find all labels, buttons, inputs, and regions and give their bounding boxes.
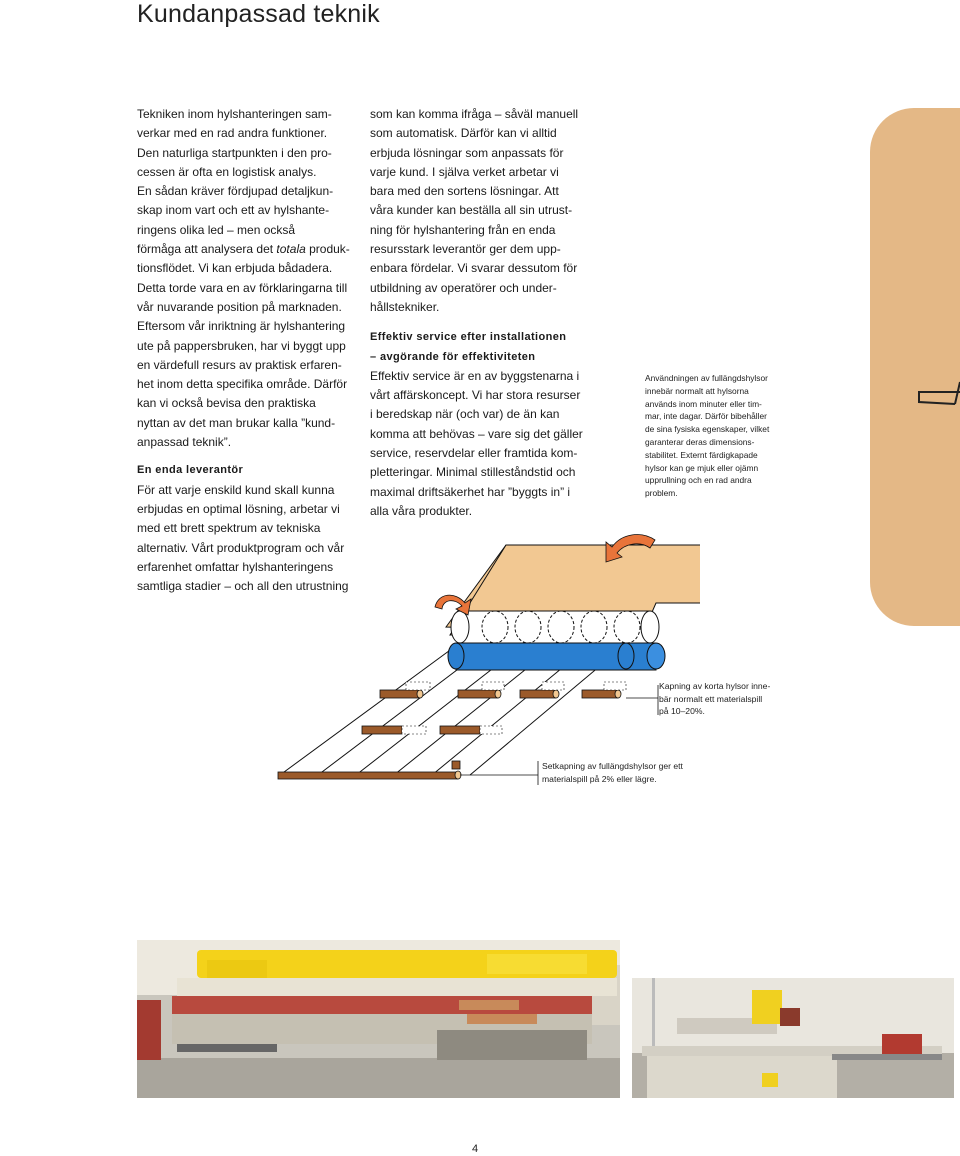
text-line: som automatisk. Därför kan vi alltid xyxy=(370,126,557,141)
text-column-1 xyxy=(137,105,362,596)
text-line: Användningen av fullängdshylsor xyxy=(645,373,768,383)
text-line: alla våra produkter. xyxy=(370,503,473,518)
section-heading: En enda leverantör xyxy=(137,464,244,477)
text-line: enbara fördelar. Vi svarar dessutom för xyxy=(370,261,578,276)
tab-line-mark xyxy=(915,380,960,410)
text-line: hylsor kan ge mjuk eller ojämn xyxy=(645,462,759,473)
text-line: ning för hylshantering från en enda xyxy=(370,222,556,237)
text-line: För att varje enskild kund skall kunna xyxy=(137,482,335,497)
text-line: pletteringar. Minimal stilleståndstid och xyxy=(370,465,576,480)
text-line: samtliga stadier – och all den utrustning xyxy=(137,579,349,594)
text-line xyxy=(137,240,362,259)
emphasis-totala: totala xyxy=(276,242,306,257)
text-line: service, reservdelar eller framtida kom- xyxy=(370,446,578,461)
text-line: Setkapning av fullängdshylsor ger ett xyxy=(542,761,683,771)
text-line: med ett brett spektrum av tekniska xyxy=(137,521,321,536)
text-line: garanterar deras dimensions- xyxy=(645,436,755,447)
text-line: komma att behövas – vare sig det gäller xyxy=(370,426,583,441)
text-line: materialspill på 2% eller lägre. xyxy=(542,773,657,784)
page-number: 4 xyxy=(472,1143,479,1155)
page-title: Kundanpassad teknik xyxy=(137,0,380,28)
text-line: ute på pappersbruken, har vi byggt upp xyxy=(137,338,346,353)
text-line: erbjuda lösningar som anpassats för xyxy=(370,145,564,160)
text-line: Effektiv service är en av byggstenarna i xyxy=(370,368,580,383)
decorative-side-tab xyxy=(870,108,960,626)
text-line: Detta torde vara en av förklaringarna till xyxy=(137,280,348,295)
caption-set-cutting xyxy=(542,760,712,785)
text-line: problem. xyxy=(645,488,678,499)
text-line: het inom detta specifika område. Därför xyxy=(137,377,348,392)
machine-photo-2 xyxy=(632,978,954,1098)
text-line: vår nuvarande position på marknaden. xyxy=(137,299,342,314)
text-line: utbildning av operatörer och under- xyxy=(370,280,557,295)
text-column-2 xyxy=(370,105,592,521)
section-heading: Effektiv service efter installationen xyxy=(370,331,567,344)
text-line: tionsflödet. Vi kan erbjuda bådadera. xyxy=(137,261,333,276)
side-note xyxy=(645,372,785,500)
text-line: som kan komma ifråga – såväl manuell xyxy=(370,107,579,121)
text-line: anpassad teknik”. xyxy=(137,435,232,450)
text-line: skap inom vart och ett av hylshante- xyxy=(137,203,330,218)
text-line: Den naturliga startpunkten i den pro- xyxy=(137,145,332,160)
text-line: alternativ. Vårt produktprogram och vår xyxy=(137,540,345,555)
text-line: de sina fysiska egenskaper, vilket xyxy=(645,424,770,435)
text-line: cessen är ofta en logistisk analys. xyxy=(137,164,317,179)
section-heading: – avgörande för effektiviteten xyxy=(370,350,536,363)
full-length-core-group xyxy=(278,761,461,779)
core-cutting-illustration xyxy=(270,525,700,790)
text-line: innebär normalt att hylsorna xyxy=(645,385,749,396)
text-line: varje kund. I själva verket arbetar vi xyxy=(370,164,559,179)
text-line: Tekniken inom hylshanteringen sam- xyxy=(137,107,332,121)
text-line: Kapning av korta hylsor inne- xyxy=(659,681,771,691)
text-line: Eftersom vår inriktning är hylshantering xyxy=(137,319,346,334)
machine-photo-1 xyxy=(137,940,620,1098)
text-line: stabilitet. Externt färdigkapade xyxy=(645,449,758,460)
text-line: erfarenhet omfattar hylshanteringens xyxy=(137,559,334,574)
text-line: maximal driftsäkerhet har ”byggts in” i xyxy=(370,484,571,499)
text-line: bara med den sortens lösningar. Att xyxy=(370,184,559,199)
text-line: erbjudas en optimal lösning, arbetar vi xyxy=(137,501,340,516)
text-line: våra kunder kan beställa all sin utrust- xyxy=(370,203,573,218)
text-line: används inom minuter eller tim- xyxy=(645,398,762,409)
text-line: En sådan kräver fördjupad detaljkun- xyxy=(137,184,334,199)
text-line: nyttan av det man brukar kalla ”kund- xyxy=(137,415,336,430)
caption-short-cores xyxy=(659,680,799,718)
text-line: i beredskap när (och var) de än kan xyxy=(370,407,560,422)
text-line: bär normalt ett materialspill xyxy=(659,693,763,704)
short-core-group xyxy=(362,682,626,734)
text-line: på 10–20%. xyxy=(659,706,705,717)
text-line: hållstekniker. xyxy=(370,299,440,314)
text-line: mar, inte dagar. Därför bibehåller xyxy=(645,411,767,422)
text-line: resursstark leverantör ger dem upp- xyxy=(370,242,561,257)
text-line: kan vi också bevisa den praktiska xyxy=(137,396,316,411)
text-span: produk- xyxy=(305,242,350,257)
text-line: upprullning och en rad andra xyxy=(645,475,752,486)
rotation-arrow-icon xyxy=(435,595,471,615)
text-line: verkar med en rad andra funktioner. xyxy=(137,126,328,141)
text-line: vårt affärskoncept. Vi har stora resurser xyxy=(370,388,581,403)
text-line: en värdefull resurs av praktisk erfaren- xyxy=(137,357,342,372)
text-span: förmåga att analysera det xyxy=(137,242,277,257)
text-line: ringens olika led – men också xyxy=(137,222,296,237)
